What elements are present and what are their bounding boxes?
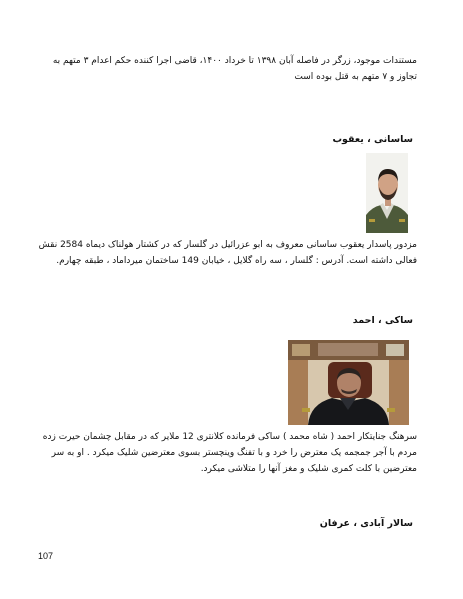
saki-description: [36, 429, 417, 477]
intro-paragraph: [36, 53, 417, 85]
sasani-line-2: فعالی داشته است. آدرس : گلسار ، سه راه گلایل ، خیابان 149 ساختمان میرداماد ، طبقه چهارم.: [56, 256, 417, 266]
portrait-saki-ahmad: [288, 340, 409, 425]
portrait-sasani-yaghoub-image: [366, 153, 408, 233]
page-number: 107: [38, 551, 54, 561]
sasani-description: [36, 237, 417, 269]
intro-line-1: مستندات موجود، زرگر در فاصله آبان ۱۳۹۸ تا خرداد ۱۴۰۰، قاضی اجرا کننده حکم اعدام ۳ متهم به: [52, 56, 417, 66]
saki-line-1: سرهنگ جنایتکار احمد ( شاه محمد ) ساکی فرمانده کلانتری 12 ملایر که در مقابل چشمان حیرت زده: [42, 432, 417, 442]
saki-line-2: مردم با آجر جمجمه یک معترض را خرد و با تفنگ وینچستر بسوی معترضین شلیک میکرد . او به سر: [51, 448, 417, 458]
heading-saki-ahmad: ساکی ، احمد: [352, 315, 413, 326]
portrait-saki-ahmad-image: [288, 340, 409, 425]
intro-line-2: تجاوز و ۷ متهم به قتل بوده است: [294, 72, 417, 82]
heading-salarabadi-erfan: سالار آبادی ، عرفان: [319, 518, 413, 529]
sasani-line-1: مزدور پاسدار یعقوب ساسانی معروف به ابو عزرائیل در گلسار که در کشتار هولناک دیماه 2584 نقش: [38, 240, 417, 250]
heading-sasani-yaghoub: ساسانی ، یعقوب: [332, 134, 413, 145]
portrait-sasani-yaghoub: [366, 153, 408, 233]
saki-line-3: معترضین با کلت کمری شلیک و مغز آنها را متلاشی میکرد.: [200, 464, 417, 474]
